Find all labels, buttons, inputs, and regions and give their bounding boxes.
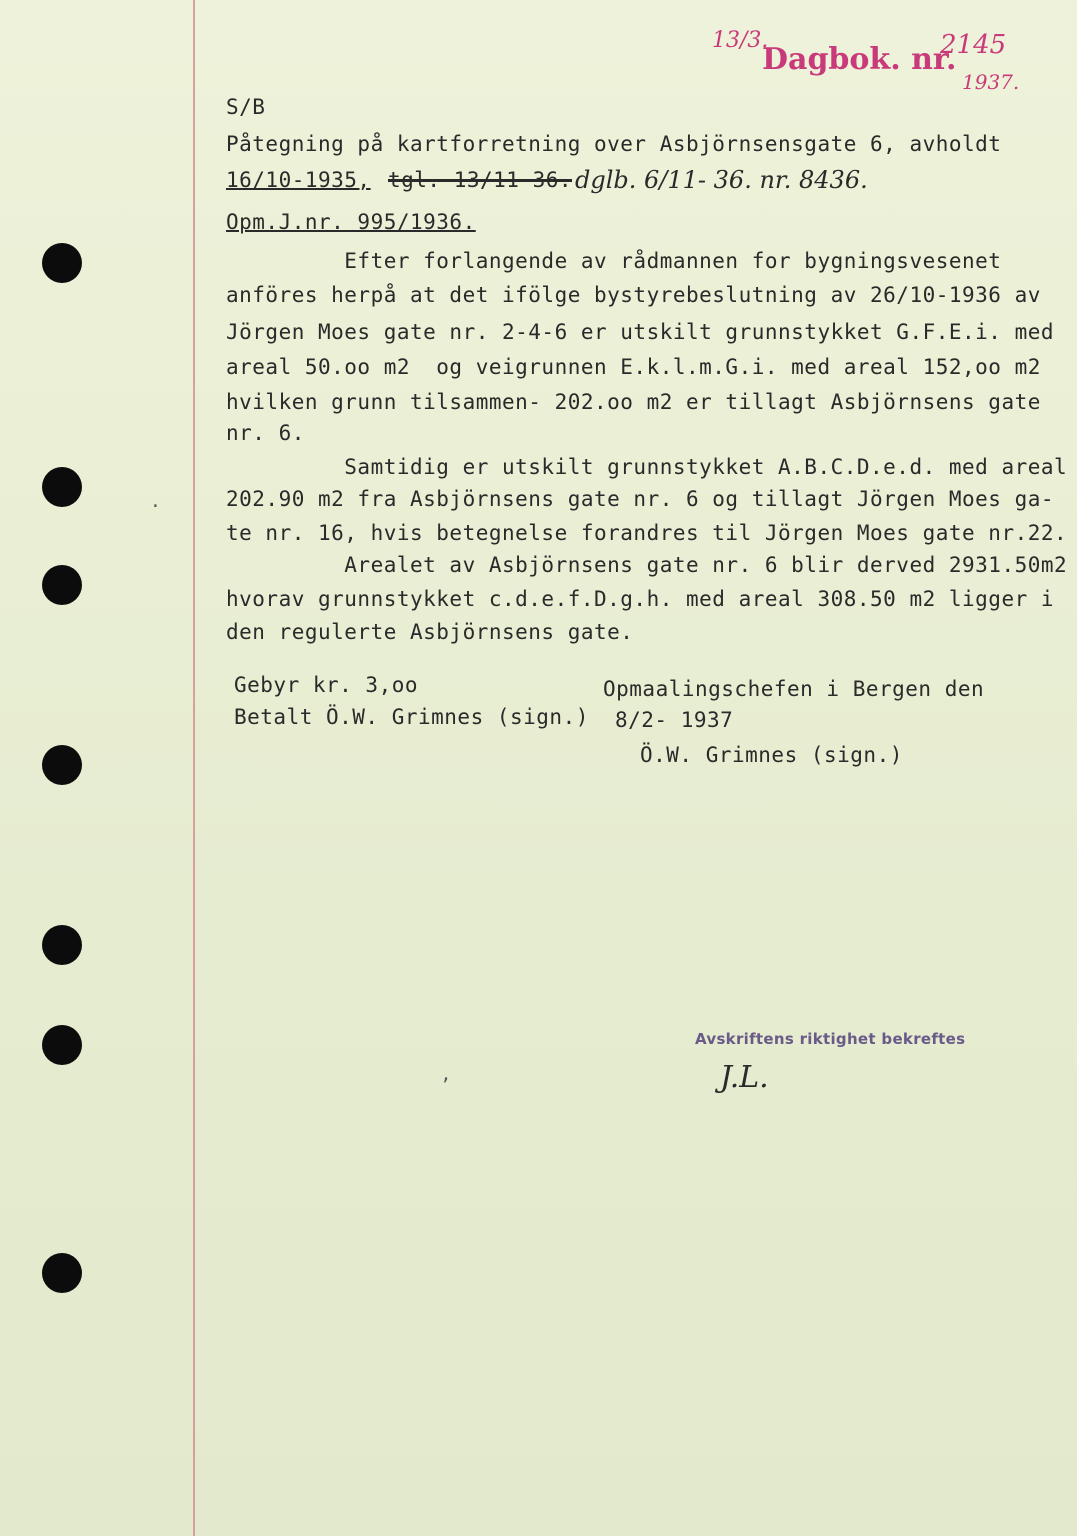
punch-hole bbox=[42, 565, 82, 605]
survey-date: 16/10-1935, bbox=[226, 168, 371, 192]
paragraph-line: 202.90 m2 fra Asbjörnsens gate nr. 6 og tillagt Jörgen Moes ga- bbox=[226, 487, 1055, 511]
dagbok-stamp-number: 2145 bbox=[940, 30, 1007, 60]
fee-line: Gebyr kr. 3,oo bbox=[234, 673, 419, 697]
paragraph-line: Arealet av Asbjörnsens gate nr. 6 blir derved 2931.50m2 bbox=[226, 553, 1068, 577]
margin-line bbox=[193, 0, 195, 1536]
struck-registration: tgl. 13/11-36. bbox=[388, 168, 573, 192]
certification-stamp: Avskriftens riktighet bekreftes bbox=[695, 1030, 966, 1048]
punch-hole bbox=[42, 925, 82, 965]
paragraph-line: hvorav grunnstykket c.d.e.f.D.g.h. med areal 308.50 m2 ligger i bbox=[226, 587, 1055, 611]
margin-mark: · bbox=[150, 496, 161, 517]
paragraph-line: anföres herpå at det ifölge bystyrebeslutning av 26/10-1936 av bbox=[226, 283, 1041, 307]
signature-line: Ö.W. Grimnes (sign.) bbox=[640, 743, 903, 767]
handwritten-registration: dglb. 6/11- 36. nr. 8436. bbox=[575, 166, 868, 194]
signature-date: 8/2- 1937 bbox=[615, 708, 734, 732]
paragraph-line: Jörgen Moes gate nr. 2-4-6 er utskilt grunnstykket G.F.E.i. med bbox=[226, 320, 1055, 344]
paragraph-line: den regulerte Asbjörnsens gate. bbox=[226, 620, 634, 644]
paid-line: Betalt Ö.W. Grimnes (sign.) bbox=[234, 705, 589, 729]
dagbok-stamp-label: Dagbok. nr. bbox=[762, 42, 957, 77]
margin-mark: ʼ bbox=[440, 1075, 451, 1096]
paragraph-line: hvilken grunn tilsammen- 202.oo m2 er tillagt Asbjörnsens gate bbox=[226, 390, 1041, 414]
office-line: Opmaalingschefen i Bergen den bbox=[603, 677, 985, 701]
paragraph-line: Efter forlangende av rådmannen for bygningsvesenet bbox=[226, 249, 1002, 273]
journal-reference: Opm.J.nr. 995/1936. bbox=[226, 210, 476, 234]
punch-hole bbox=[42, 1025, 82, 1065]
punch-hole bbox=[42, 1253, 82, 1293]
punch-hole bbox=[42, 243, 82, 283]
stamp-date: 13/3. bbox=[712, 28, 769, 53]
paragraph-line: Samtidig er utskilt grunnstykket A.B.C.D.e.d. med areal bbox=[226, 455, 1068, 479]
punch-hole bbox=[42, 467, 82, 507]
paragraph-line: areal 50.oo m2 og veigrunnen E.k.l.m.G.i. med areal 152,oo m2 bbox=[226, 355, 1041, 379]
certification-initials: J.L. bbox=[720, 1060, 769, 1095]
document-code: S/B bbox=[226, 95, 266, 119]
punch-hole bbox=[42, 745, 82, 785]
dagbok-stamp-year: 1937. bbox=[962, 70, 1020, 94]
paragraph-line: te nr. 16, hvis betegnelse forandres til Jörgen Moes gate nr.22. bbox=[226, 521, 1068, 545]
paragraph-line: nr. 6. bbox=[226, 421, 305, 445]
document-title-line: Påtegning på kartforretning over Asbjörnsensgate 6, avholdt bbox=[226, 132, 1002, 156]
